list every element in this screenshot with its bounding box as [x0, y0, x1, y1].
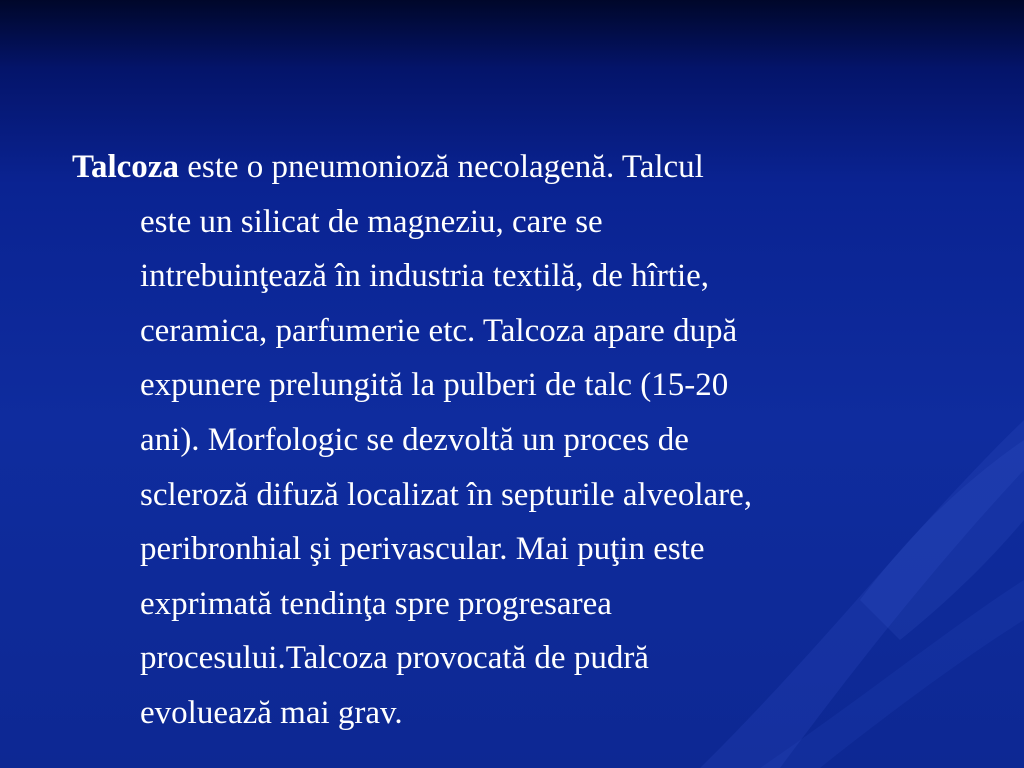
text-line-10: procesului.Talcoza provocată de pudră [140, 640, 649, 677]
text-line-2: este un silicat de magneziu, care se [140, 203, 603, 240]
text-line-9: exprimată tendinţa spre progresarea [140, 585, 612, 622]
text-line-1: este o pneumonioză necolagenă. Talcul [178, 149, 704, 185]
text-line-3: intrebuinţează în industria textilă, de hîrtie, [140, 258, 710, 295]
slide-body [72, 140, 972, 741]
term-talcoza: Talcoza [72, 149, 179, 185]
text-line-7: scleroză difuză localizat în septurile alveolare, [140, 476, 753, 513]
text-line-11: evoluează mai grav. [140, 694, 403, 731]
text-line-8: peribronhial şi perivascular. Mai puţin este [140, 531, 705, 568]
text-line-4: ceramica, parfumerie etc. Talcoza apare după [140, 312, 738, 349]
text-line-5: expunere prelungită la pulberi de talc (15-20 [140, 367, 729, 404]
text-line-6: ani). Morfologic se dezvoltă un proces de [140, 421, 689, 458]
body-paragraph [72, 140, 972, 741]
